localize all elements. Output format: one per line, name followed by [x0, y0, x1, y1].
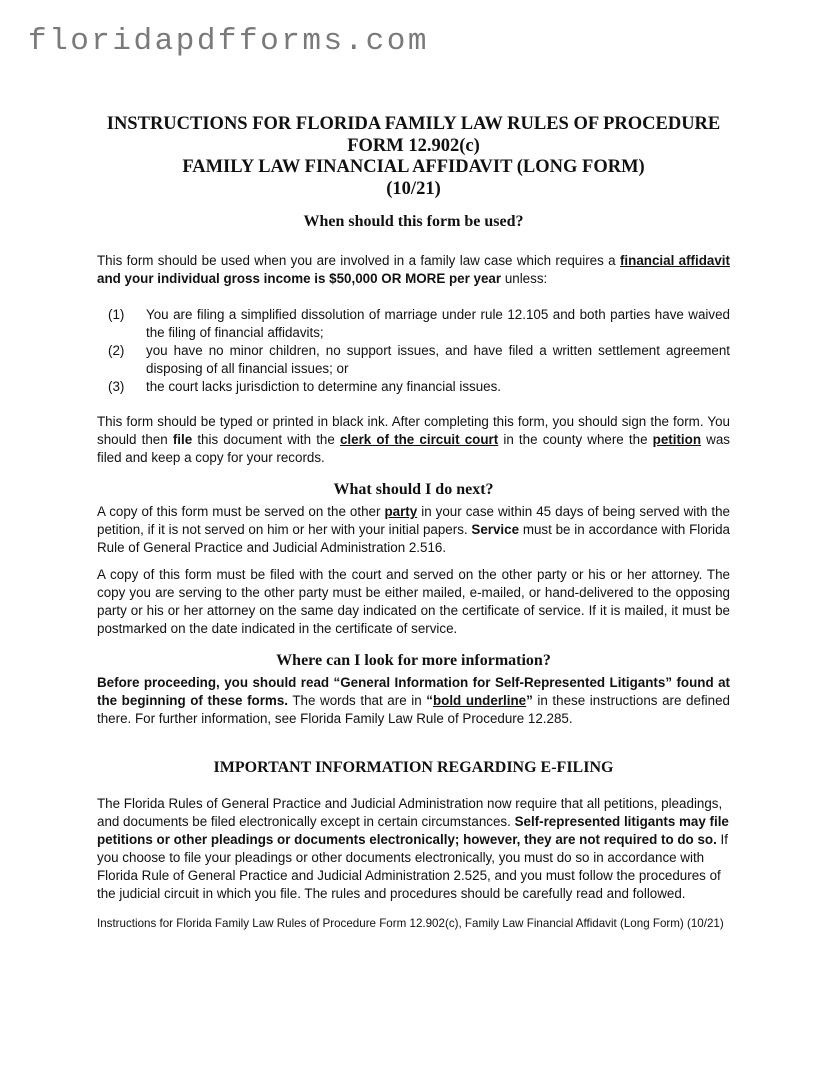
term-petition: petition — [652, 432, 702, 447]
income-condition: and your individual gross income is $50,000 OR MORE per year — [97, 271, 502, 286]
term-service: Service — [471, 522, 520, 537]
term-file: file — [172, 432, 193, 447]
heading-efiling: IMPORTANT INFORMATION REGARDING E-FILING — [213, 759, 614, 776]
term-party: party — [384, 504, 418, 519]
exceptions-list — [97, 306, 730, 396]
title-line-4: (10/21) — [386, 178, 441, 199]
watermark: floridapdfforms.com — [28, 24, 429, 59]
title-line-2: FORM 12.902(c) — [347, 135, 480, 156]
intro-paragraph: This form should be used when you are involved in a family law case which requires a financial affidavit and your individual gross income is $50,000 OR MORE per year unless: — [97, 253, 730, 286]
term-clerk: clerk of the circuit court — [339, 432, 499, 447]
heading-what-next: What should I do next? — [333, 481, 494, 498]
list-item: (3) the court lacks jurisdiction to determine any financial issues. — [108, 379, 502, 394]
heading-when-used: When should this form be used? — [303, 213, 524, 230]
service-paragraph: A copy of this form must be served on the other party in your case within 45 days of being served with the petition, if it is not served on him or her with your initial papers. Service must be in accordance with Florida Rule of General Practice and Judicial Administration 2.516. — [97, 504, 730, 555]
title-line-3: FAMILY LAW FINANCIAL AFFIDAVIT (LONG FORM) — [182, 157, 645, 177]
term-bold-underline: bold underline — [432, 693, 527, 708]
page-footer: Instructions for Florida Family Law Rules of Procedure Form 12.902(c), Family Law Financial Affidavit (Long Form) (10/21) — [97, 917, 724, 930]
efiling-paragraph: The Florida Rules of General Practice and Judicial Administration now require that all petitions, pleadings, and documents be filed electronically except in certain circumstances. Self-represented litigants may file petitions or other pleadings or documents electronically; however, they are not required to do so. If you choose to file your pleadings or other documents electronically, you must do so in accordance with Florida Rule of General Practice and Judicial Administration 2.525, and you must follow the procedures of the judicial circuit in which you file. The rules and procedures should be carefully read and followed. — [97, 796, 729, 901]
copy-paragraph: A copy of this form must be filed with the court and served on the other party or his or her attorney. The copy you are serving to the other party must be either mailed, e-mailed, or hand-delivered to the opposing party or his or her attorney on the same day indicated on the certificate of service. If it is mailed, it must be postmarked on the date indicated in the certificate of service. — [97, 567, 730, 636]
term-financial-affidavit: financial affidavit — [619, 253, 730, 268]
title-line-1: INSTRUCTIONS FOR FLORIDA FAMILY LAW RULES OF PROCEDURE — [106, 114, 721, 134]
document-page — [97, 114, 730, 932]
list-item: (2) you have no minor children, no support issues, and have filed a written settlement agreement disposing of all financial issues; or — [108, 343, 730, 376]
list-item: (1) You are filing a simplified dissolution of marriage under rule 12.105 and both parties have waived the filing of financial affidavits; — [108, 307, 730, 340]
heading-more-info: Where can I look for more information? — [276, 652, 551, 669]
document-title — [97, 114, 730, 200]
filing-paragraph: This form should be typed or printed in black ink. After completing this form, you should sign the form. You should then file this document with the clerk of the circuit court in the county where the petition was filed and keep a copy for your records. — [97, 414, 730, 465]
more-info-paragraph: Before proceeding, you should read “General Information for Self-Represented Litigants” found at the beginning of these forms. The words that are in “bold underline” in these instructions are defined there. For further information, see Florida Family Law Rule of Procedure 12.285. — [97, 675, 730, 726]
